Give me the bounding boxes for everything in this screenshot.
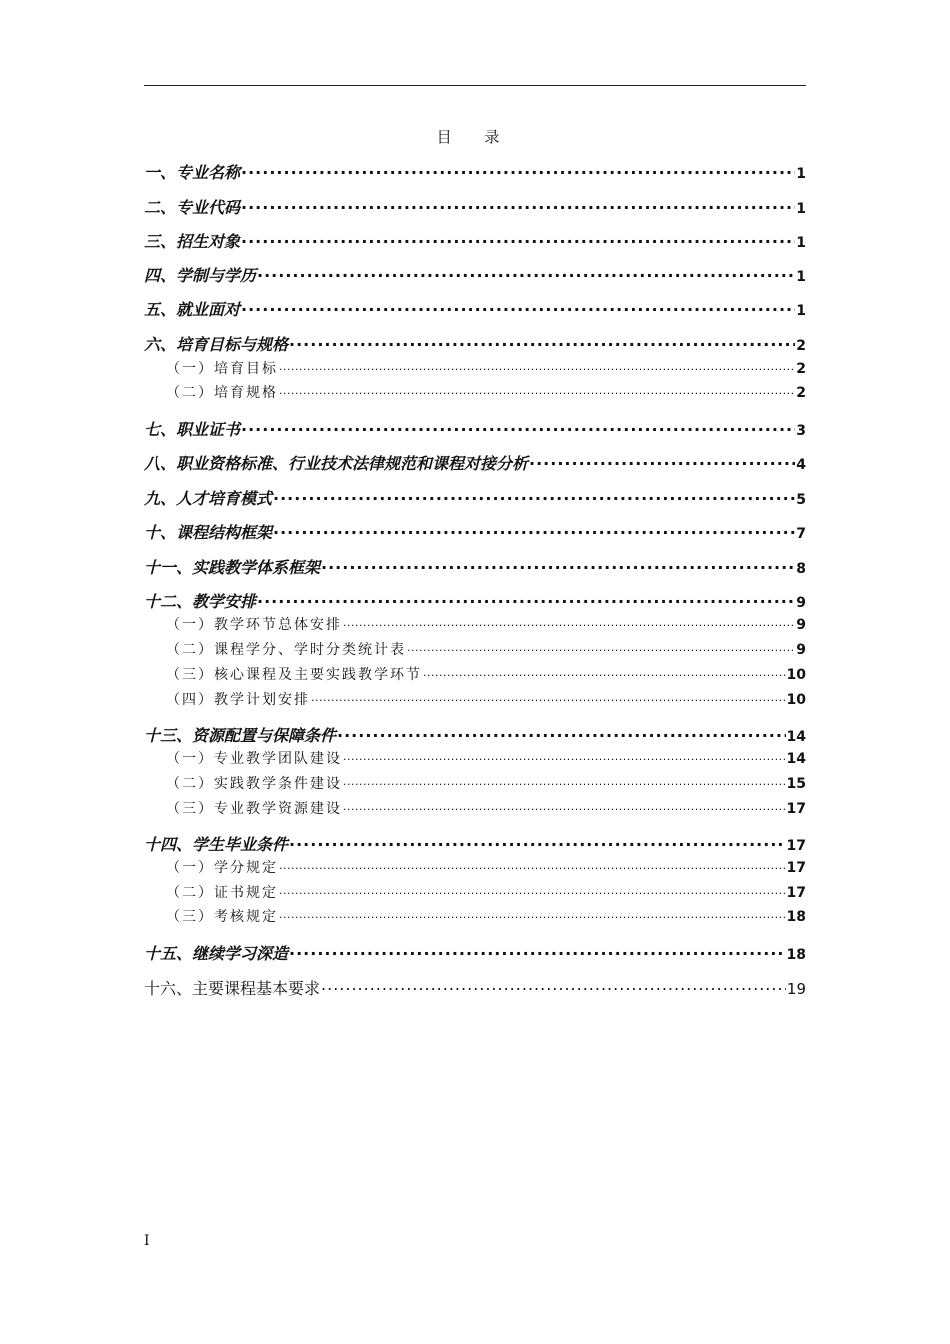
- dot-leader: [337, 725, 786, 741]
- toc-entry-page: 2: [796, 385, 806, 401]
- dot-leader: [289, 943, 786, 959]
- toc-subentry[interactable]: [144, 639, 806, 659]
- toc-entry-label: （二）培育规格: [166, 385, 278, 401]
- toc-entry-page: 9: [796, 642, 806, 658]
- toc-entry-label: 十一、实践教学体系框架: [144, 558, 321, 577]
- toc-entry-label: （四）教学计划安排: [166, 692, 310, 708]
- toc-entry-label: （二）实践教学条件建设: [166, 776, 342, 792]
- toc-entry-page: 8: [796, 561, 806, 577]
- toc-entry-label: （一）培育目标: [166, 361, 278, 377]
- dot-leader: [273, 488, 795, 504]
- toc-entry-page: 9: [796, 617, 806, 633]
- toc-entry-label: （一）教学环节总体安排: [166, 617, 342, 633]
- dot-leader: [279, 359, 795, 373]
- toc-subentry[interactable]: [144, 773, 806, 793]
- toc-entry-label: （一）专业教学团队建设: [166, 751, 342, 767]
- dot-leader: [241, 231, 795, 247]
- dot-leader: [343, 799, 786, 813]
- dot-leader: [241, 197, 795, 213]
- toc-entry-page: 14: [786, 729, 806, 745]
- dot-leader: [343, 749, 786, 763]
- dot-leader: [423, 665, 786, 679]
- toc-entry[interactable]: [144, 976, 806, 999]
- toc-entry-page: 1: [796, 201, 806, 217]
- header-rule: [144, 85, 806, 86]
- toc-entry[interactable]: [144, 417, 806, 440]
- toc-entry-page: 1: [796, 235, 806, 251]
- toc-entry-label: 十三、资源配置与保障条件: [144, 726, 337, 745]
- toc-entry[interactable]: [144, 723, 806, 746]
- toc-entry[interactable]: [144, 486, 806, 509]
- toc-entry-page: 3: [796, 423, 806, 439]
- toc-entry-page: 17: [786, 838, 806, 854]
- toc-entry[interactable]: [144, 589, 806, 612]
- dot-leader: [311, 690, 786, 704]
- toc-entry[interactable]: [144, 160, 806, 183]
- toc-entry-label: （三）核心课程及主要实践教学环节: [166, 667, 422, 683]
- dot-leader: [529, 453, 795, 469]
- toc-entry-page: 17: [786, 860, 806, 876]
- toc-entry-label: 十二、教学安排: [144, 592, 257, 611]
- toc-entry-page: 17: [786, 885, 806, 901]
- toc-entry-label: （二）证书规定: [166, 885, 278, 901]
- toc-subentry[interactable]: [144, 664, 806, 684]
- dot-leader: [289, 834, 786, 850]
- footer-page-number: I: [144, 1233, 150, 1249]
- dot-leader: [321, 978, 786, 994]
- dot-leader: [279, 883, 786, 897]
- toc-subentry[interactable]: [144, 689, 806, 709]
- toc-entry-label: 七、职业证书: [144, 420, 241, 439]
- toc-entry-label: 二、专业代码: [144, 198, 241, 217]
- toc-entry-page: 10: [786, 667, 806, 683]
- toc-entry[interactable]: [144, 332, 806, 355]
- toc-entry-page: 4: [796, 457, 806, 473]
- toc-entry-label: （三）专业教学资源建设: [166, 801, 342, 817]
- toc-entry-page: 1: [796, 269, 806, 285]
- dot-leader: [273, 522, 795, 538]
- toc-entry-label: 三、招生对象: [144, 232, 241, 251]
- toc-subentry[interactable]: [144, 857, 806, 877]
- dot-leader: [321, 557, 795, 573]
- toc-subentry[interactable]: [144, 798, 806, 818]
- toc-entry-label: （二）课程学分、学时分类统计表: [166, 642, 406, 658]
- toc-entry-label: 四、学制与学历: [144, 266, 257, 285]
- dot-leader: [241, 419, 795, 435]
- toc-subentry[interactable]: [144, 382, 806, 402]
- toc-subentry[interactable]: [144, 614, 806, 634]
- toc-entry[interactable]: [144, 263, 806, 286]
- toc-entry[interactable]: [144, 297, 806, 320]
- dot-leader: [343, 774, 786, 788]
- toc-entry-label: 十六、主要课程基本要求: [144, 979, 321, 998]
- toc-entry-page: 7: [796, 526, 806, 542]
- toc-entry-page: 1: [796, 166, 806, 182]
- dot-leader: [407, 640, 795, 654]
- dot-leader: [241, 162, 795, 178]
- toc-subentry[interactable]: [144, 906, 806, 926]
- toc-entry-page: 18: [786, 947, 806, 963]
- toc-entry-page: 19: [786, 980, 806, 998]
- dot-leader: [257, 591, 795, 607]
- toc-entry[interactable]: [144, 195, 806, 218]
- dot-leader: [241, 299, 795, 315]
- toc-title: 目 录: [436, 128, 514, 146]
- toc-subentry[interactable]: [144, 882, 806, 902]
- toc-subentry[interactable]: [144, 358, 806, 378]
- toc-entry-label: 十四、学生毕业条件: [144, 835, 289, 854]
- toc-entry-label: （一）学分规定: [166, 860, 278, 876]
- toc-entry-page: 9: [796, 595, 806, 611]
- dot-leader: [257, 265, 795, 281]
- toc-entry[interactable]: [144, 555, 806, 578]
- dot-leader: [343, 615, 795, 629]
- toc-entry-page: 10: [786, 692, 806, 708]
- toc-entry-label: 五、就业面对: [144, 300, 241, 319]
- toc-entry-label: 一、专业名称: [144, 163, 241, 182]
- toc-entry-page: 1: [796, 303, 806, 319]
- dot-leader: [279, 858, 786, 872]
- toc-entry-page: 18: [786, 909, 806, 925]
- dot-leader: [279, 383, 795, 397]
- toc-entry[interactable]: [144, 520, 806, 543]
- toc-entry-label: 六、培育目标与规格: [144, 335, 289, 354]
- toc-entry-page: 5: [796, 492, 806, 508]
- toc-entry[interactable]: [144, 941, 806, 964]
- toc-entry[interactable]: [144, 229, 806, 252]
- dot-leader: [289, 334, 795, 350]
- toc-entry-label: 九、人才培育模式: [144, 489, 273, 508]
- toc-entry[interactable]: [144, 832, 806, 855]
- toc-entry-page: 2: [796, 361, 806, 377]
- toc-entry-label: 八、职业资格标准、行业技术法律规范和课程对接分析: [144, 454, 529, 473]
- toc-entry-page: 15: [786, 776, 806, 792]
- toc-entry-label: （三）考核规定: [166, 909, 278, 925]
- toc-subentry[interactable]: [144, 748, 806, 768]
- toc-entry-page: 17: [786, 801, 806, 817]
- toc-entry-page: 14: [786, 751, 806, 767]
- toc-entry-label: 十、课程结构框架: [144, 523, 273, 542]
- toc-entry-page: 2: [796, 338, 806, 354]
- toc-entry-label: 十五、继续学习深造: [144, 944, 289, 963]
- toc-entry[interactable]: [144, 451, 806, 474]
- dot-leader: [279, 907, 786, 921]
